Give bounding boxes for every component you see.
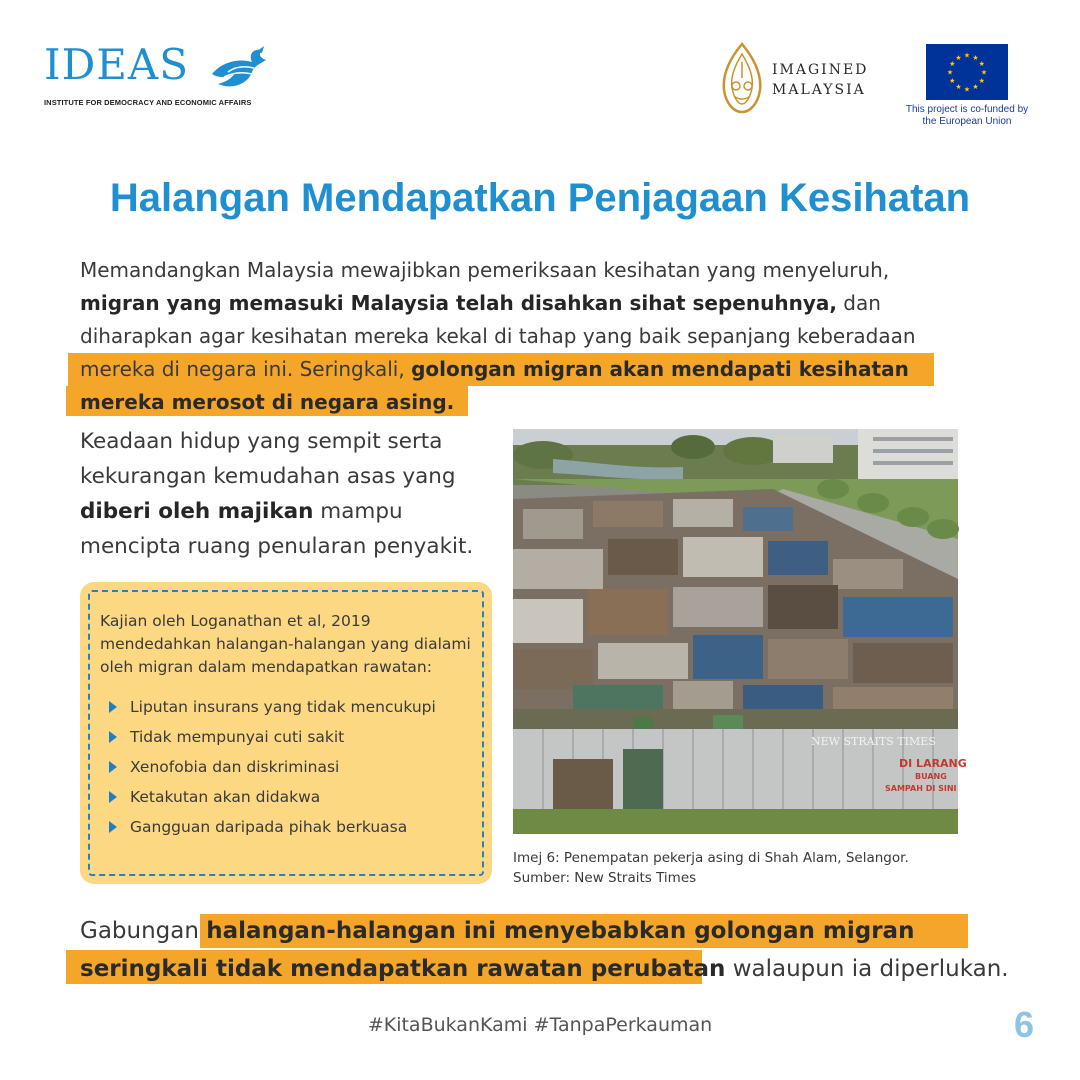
eu-star-icon: ★ [949, 60, 956, 68]
eu-star-icon: ★ [978, 77, 985, 85]
list-item: Liputan insurans yang tidak mencukupi [106, 692, 436, 722]
wayang-leaf-icon [720, 42, 764, 114]
bullet-triangle-icon [109, 731, 117, 743]
conclusion-plain: Gabungan [80, 918, 207, 944]
intro-line: mereka di negara ini. Seringkali, [80, 357, 405, 381]
barrier-list [106, 692, 436, 842]
hashtags: #KitaBukanKami #TanpaPerkauman [367, 1014, 713, 1036]
intro-paragraph [80, 254, 980, 419]
eu-star-icon: ★ [955, 53, 962, 62]
page-number: 6 [1013, 1004, 1034, 1045]
list-item: Ketakutan akan didakwa [106, 782, 436, 812]
conclusion-highlight-phrase: seringkali tidak mendapatkan rawatan perubatan [80, 956, 726, 982]
caption-source: Sumber: New Straits Times [513, 870, 697, 886]
living-conditions-paragraph [80, 424, 500, 564]
conclusion-highlight-phrase: halangan-halangan ini menyebabkan golongan migran [206, 918, 915, 944]
imagined-malaysia-line1: IMAGINED [772, 62, 869, 78]
eu-star-icon: ★ [946, 68, 954, 77]
study-intro [100, 610, 480, 679]
eu-star-icon: ★ [963, 85, 971, 94]
caption-line: Imej 6: Penempatan pekerja asing di Shah Alam, Selangor. [513, 850, 909, 866]
imagined-malaysia-logo [720, 42, 900, 114]
photo-watermark: NEW STRAITS TIMES [811, 735, 936, 748]
eu-flag-icon [926, 44, 1008, 100]
bullet-triangle-icon [109, 791, 117, 803]
ideas-logo [44, 40, 274, 114]
intro-line-rest: dan [836, 291, 881, 315]
paragraph-line: Keadaan hidup yang sempit serta [80, 429, 443, 454]
bird-icon [208, 44, 270, 96]
eu-star-icon: ★ [978, 60, 985, 68]
intro-line: Memandangkan Malaysia mewajibkan pemeriksaan kesihatan yang menyeluruh, [80, 258, 890, 282]
ideas-logo-subtitle: INSTITUTE FOR DEMOCRACY AND ECONOMIC AFFAIRS [44, 98, 252, 107]
eu-cofunded-line2: the European Union [922, 116, 1012, 127]
eu-cofunded-line1: This project is co-funded by [905, 104, 1029, 115]
paragraph-line-rest: mampu [313, 499, 403, 524]
intro-highlight-phrase: mereka merosot di negara asing. [80, 390, 455, 414]
eu-star-icon: ★ [980, 68, 988, 77]
paragraph-line: mencipta ruang penularan penyakit. [80, 534, 474, 559]
bullet-triangle-icon [109, 821, 117, 833]
intro-bold-phrase: migran yang memasuki Malaysia telah disahkan sihat sepenuhnya, [80, 291, 837, 315]
photo-graffiti: BUANG [915, 772, 947, 781]
ideas-logo-wordmark: IDEAS [44, 40, 190, 89]
eu-star-icon: ★ [972, 53, 979, 62]
study-intro-line: oleh migran dalam mendapatkan rawatan: [100, 658, 432, 676]
eu-cofunded-note [896, 104, 1038, 128]
eu-star-icon: ★ [963, 51, 971, 60]
bullet-triangle-icon [109, 761, 117, 773]
eu-star-icon: ★ [955, 83, 962, 92]
page-title: Halangan Mendapatkan Penjagaan Kesihatan [109, 176, 971, 220]
list-item: Tidak mempunyai cuti sakit [106, 722, 436, 752]
eu-star-icon: ★ [972, 83, 979, 92]
study-intro-line: mendedahkan halangan-halangan yang dialami [100, 635, 471, 653]
intro-highlight-phrase: golongan migran akan mendapati kesihatan [411, 357, 909, 381]
list-item: Xenofobia dan diskriminasi [106, 752, 436, 782]
paragraph-line: kekurangan kemudahan asas yang [80, 464, 456, 489]
eu-star-icon: ★ [949, 77, 956, 85]
photo-graffiti: SAMPAH DI SINI [885, 784, 957, 793]
photo-caption [513, 848, 909, 888]
conclusion-paragraph [80, 912, 1010, 988]
bullet-triangle-icon [109, 701, 117, 713]
list-item: Gangguan daripada pihak berkuasa [106, 812, 436, 842]
settlement-photo [513, 429, 967, 834]
conclusion-rest: walaupun ia diperlukan. [725, 956, 1009, 982]
imagined-malaysia-line2: MALAYSIA [772, 82, 866, 98]
photo-graffiti: DI LARANG [899, 757, 967, 770]
paragraph-bold-phrase: diberi oleh majikan [80, 499, 314, 524]
intro-line: diharapkan agar kesihatan mereka kekal di tahap yang baik sepanjang keberadaan [80, 324, 916, 348]
study-callout-box [80, 582, 492, 884]
study-intro-line: Kajian oleh Loganathan et al, 2019 [100, 612, 371, 630]
